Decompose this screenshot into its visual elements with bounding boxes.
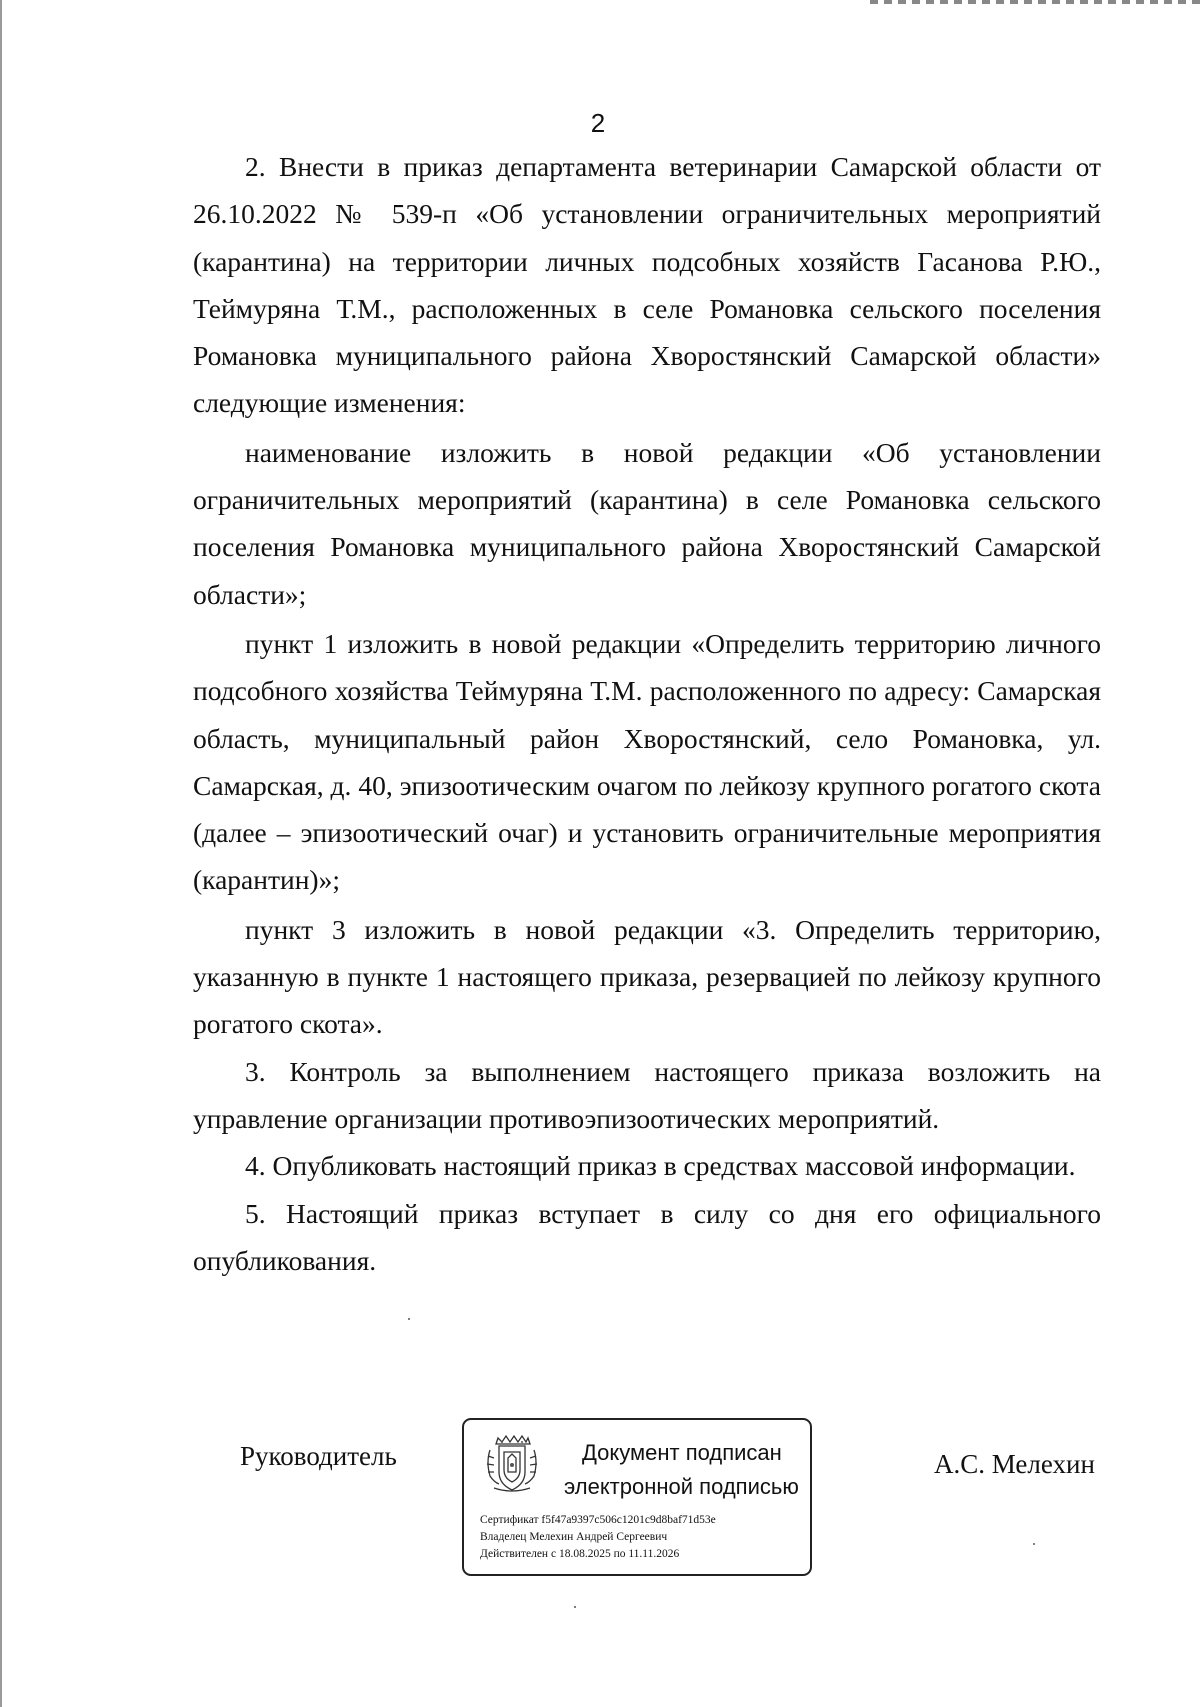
paragraph-item-4: 4. Опубликовать настоящий приказ в средствах массовой информации. bbox=[245, 1150, 1076, 1182]
stamp-title-line-2: электронной подписью bbox=[564, 1474, 799, 1499]
scan-edge-left bbox=[0, 0, 2, 1707]
stamp-validity: Действителен с 18.08.2025 по 11.11.2026 bbox=[480, 1548, 680, 1560]
electronic-signature-stamp bbox=[462, 1418, 812, 1576]
paragraph-title-change: наименование изложить в новой редакции «Об установлении ограничительных мероприятий (карантина) в селе Романовка сельского поселения Романовка муниципального района Хворостянский Самарской области»; bbox=[193, 436, 1101, 610]
scan-speck bbox=[574, 1606, 576, 1608]
scan-edge-top bbox=[870, 0, 1200, 4]
paragraph-item-2: 2. Внести в приказ департамента ветеринарии Самарской области от 26.10.2022 № 539-п «Об установлении ограничительных мероприятий (карантина) на территории личных подсобных хозяйств Гасанова Р.Ю., Теймуряна Т.М., расположенных в селе Романовка сельского поселения Романовка муниципального района Хворостянский Самарской области» следующие изменения: bbox=[193, 151, 1101, 419]
signer-name: А.С. Мелехин bbox=[934, 1449, 1095, 1479]
paragraph-point-1-change: пункт 1 изложить в новой редакции «Определить территорию личного подсобного хозяйства Теймуряна Т.М. расположенного по адресу: Самарская область, муниципальный район Хворостянский, село Романовка, ул. Самарская, д. 40, эпизоотическим очагом по лейкозу крупного рогатого скота (далее – эпизоотический очаг) и установить ограничительные мероприятия (карантин)»; bbox=[193, 627, 1101, 896]
stamp-title-line-1: Документ подписан bbox=[582, 1440, 782, 1465]
paragraph-item-5: 5. Настоящий приказ вступает в силу со дня его официального опубликования. bbox=[193, 1197, 1101, 1276]
scan-speck bbox=[1033, 1543, 1035, 1545]
stamp-owner: Владелец Мелехин Андрей Сергеевич bbox=[480, 1531, 668, 1543]
signer-position: Руководитель bbox=[240, 1441, 397, 1471]
stamp-certificate-details bbox=[480, 1512, 716, 1563]
page-number: 2 bbox=[590, 108, 606, 138]
paragraph-item-3: 3. Контроль за выполнением настоящего приказа возложить на управление организации противоэпизоотических мероприятий. bbox=[193, 1055, 1101, 1134]
paragraph-point-3-change: пункт 3 изложить в новой редакции «3. Определить территорию, указанную в пункте 1 настоящего приказа, резервацией по лейкозу крупного рогатого скота». bbox=[193, 913, 1101, 1040]
samara-oblast-coat-of-arms-icon bbox=[482, 1432, 542, 1496]
stamp-certificate: Сертификат f5f47a9397c506c1201c9d8baf71d53e bbox=[480, 1514, 716, 1526]
document-body bbox=[193, 143, 1101, 1284]
scan-speck bbox=[408, 1318, 410, 1320]
